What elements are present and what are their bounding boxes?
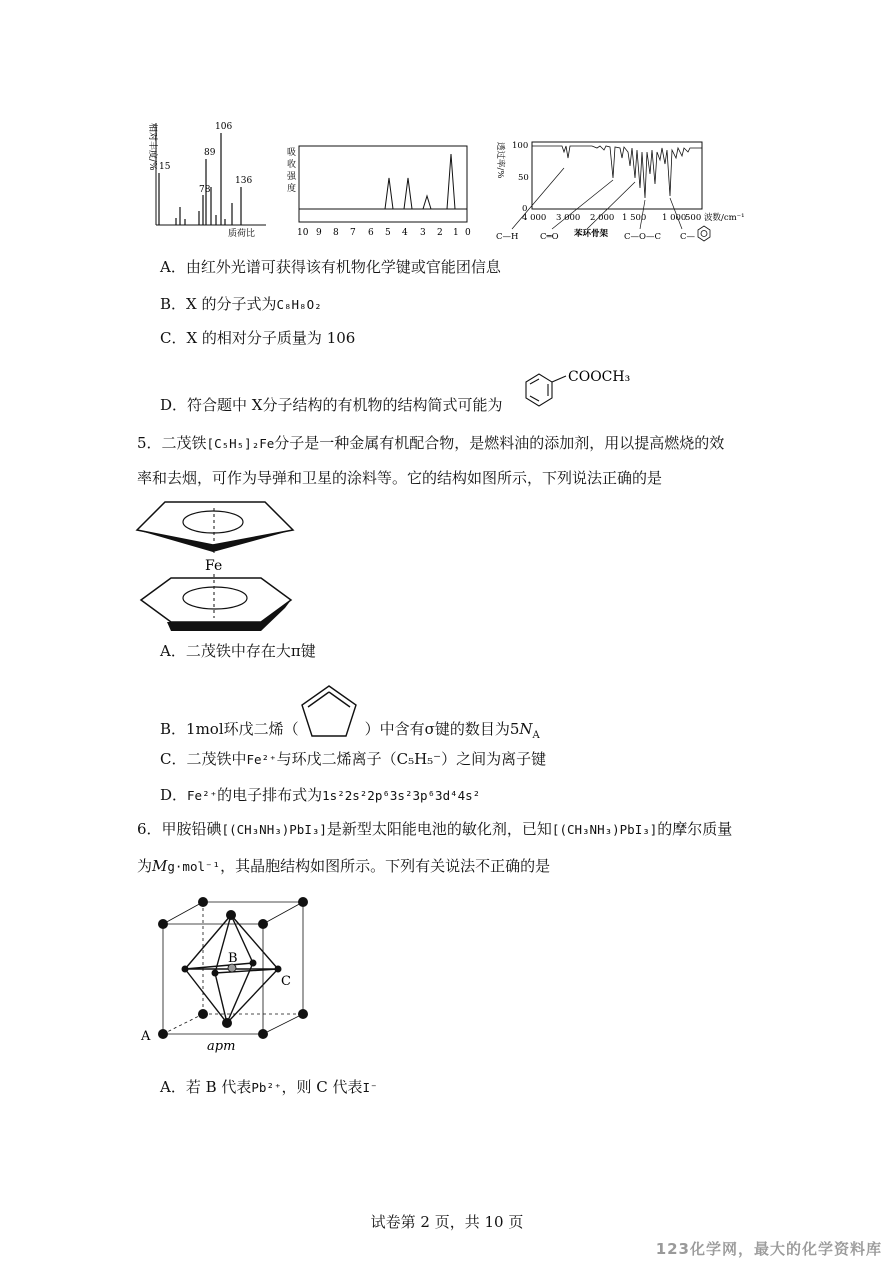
ms-peak-106: 106 bbox=[215, 122, 233, 132]
q5-option-c: C．二茂铁中Fe²⁺与环戊二烯离子（C₅H₅⁻）之间为离子键 bbox=[160, 750, 547, 768]
svg-text:500: 500 bbox=[685, 213, 702, 223]
q6-option-a: A．若 B 代表Pb²⁺，则 C 代表I⁻ bbox=[160, 1078, 378, 1096]
edge-label: apm bbox=[207, 1039, 236, 1054]
svg-text:3 000: 3 000 bbox=[556, 213, 581, 223]
ms-peaks bbox=[159, 133, 241, 225]
svg-text:2 000: 2 000 bbox=[590, 213, 615, 223]
svg-text:C═O: C═O bbox=[540, 232, 559, 242]
ms-peak-15: 15 bbox=[159, 162, 171, 172]
q5-option-b: B．1mol环戊二烯（ ）中含有σ键的数目为$5N_A$ bbox=[160, 720, 540, 741]
nmr-ylabel: 吸收强度 bbox=[287, 148, 297, 194]
ms-peak-78: 78 bbox=[199, 185, 211, 195]
ir-trace bbox=[532, 146, 702, 198]
methyl-benzoate-structure bbox=[522, 362, 642, 412]
crystal-cell-structure bbox=[135, 890, 315, 1060]
q5-stem-line1: 5．二茂铁[C₅H₅]₂Fe分子是一种金属有机配合物，是燃料油的添加剂，用以提高燃烧的效 bbox=[137, 434, 725, 452]
mass-spectrum-figure bbox=[140, 115, 270, 240]
svg-text:8: 8 bbox=[333, 228, 339, 238]
q5-option-a: A．二茂铁中存在大π键 bbox=[160, 642, 316, 660]
q5-option-d: D．Fe²⁺的电子排布式为1s²2s²2p⁶3s²3p⁶3d⁴4s² bbox=[160, 786, 481, 804]
q4-option-b: B．X 的分子式为C₈H₈O₂ bbox=[160, 295, 322, 313]
benzene-ring-icon bbox=[526, 374, 566, 406]
q6-stem-line1: 6．甲胺铅碘[(CH₃NH₃)PbI₃]是新型太阳能电池的敏化剂，已知[(CH₃NH₃)PbI₃]的摩尔质量 bbox=[137, 820, 733, 838]
benzene-ring-icon bbox=[698, 226, 710, 241]
label-b: B bbox=[228, 951, 238, 966]
structure-label: COOCH₃ bbox=[568, 369, 631, 385]
ir-annotations bbox=[496, 228, 696, 242]
svg-text:3: 3 bbox=[420, 228, 426, 238]
label-a: A bbox=[141, 1029, 151, 1044]
svg-text:苯环骨架: 苯环骨架 bbox=[574, 229, 609, 239]
watermark: 123化学网，最大的化学资料库 bbox=[655, 1240, 882, 1258]
fe-label: Fe bbox=[205, 558, 223, 574]
ir-ytick-50: 50 bbox=[518, 173, 529, 183]
svg-text:4 000: 4 000 bbox=[522, 213, 547, 223]
ms-peak-89: 89 bbox=[204, 148, 216, 158]
svg-text:6: 6 bbox=[368, 228, 374, 238]
svg-text:1: 1 bbox=[453, 228, 459, 238]
ir-ylabel: 透过率/% bbox=[495, 142, 505, 179]
ms-xlabel: 质荷比 bbox=[228, 229, 256, 239]
svg-text:9: 9 bbox=[316, 228, 322, 238]
ms-ylabel: 相对丰度/% bbox=[147, 123, 157, 171]
q4-option-c: C．X 的相对分子质量为 106 bbox=[160, 329, 356, 347]
nmr-peaks bbox=[385, 154, 455, 209]
svg-text:C—: C— bbox=[680, 232, 696, 242]
svg-text:C—O—C: C—O—C bbox=[624, 232, 661, 242]
svg-text:0: 0 bbox=[465, 228, 471, 238]
svg-text:波数/cm⁻¹: 波数/cm⁻¹ bbox=[704, 213, 745, 223]
nmr-xticks bbox=[297, 228, 471, 238]
q5-stem-line2: 率和去烟，可作为导弹和卫星的涂料等。它的结构如图所示，下列说法正确的是 bbox=[137, 469, 663, 487]
q4-option-a: A．由红外光谱可获得该有机物化学键或官能团信息 bbox=[160, 258, 501, 276]
ir-ytick-100: 100 bbox=[512, 141, 529, 151]
svg-text:10: 10 bbox=[297, 228, 309, 238]
q4-option-d: D．符合题中 X分子结构的有机物的结构简式可能为 bbox=[160, 396, 503, 414]
label-c: C bbox=[281, 974, 291, 989]
svg-text:5: 5 bbox=[385, 228, 391, 238]
q6-stem-line2: 为Mg·mol⁻¹，其晶胞结构如图所示。下列有关说法不正确的是 bbox=[137, 857, 551, 875]
svg-text:1 000: 1 000 bbox=[662, 213, 687, 223]
nmr-spectrum-figure bbox=[282, 140, 472, 240]
page-footer: 试卷第 2 页，共 10 页 bbox=[370, 1213, 524, 1231]
svg-text:1 500: 1 500 bbox=[622, 213, 647, 223]
svg-text:4: 4 bbox=[402, 228, 408, 238]
ms-peak-136: 136 bbox=[235, 176, 253, 186]
svg-text:C—H: C—H bbox=[496, 232, 519, 242]
ir-ytick-0: 0 bbox=[522, 204, 528, 214]
svg-text:2: 2 bbox=[437, 228, 443, 238]
svg-text:7: 7 bbox=[350, 228, 356, 238]
ir-xticks bbox=[522, 212, 745, 223]
ir-spectrum-figure bbox=[492, 138, 754, 246]
ferrocene-structure bbox=[133, 490, 303, 635]
